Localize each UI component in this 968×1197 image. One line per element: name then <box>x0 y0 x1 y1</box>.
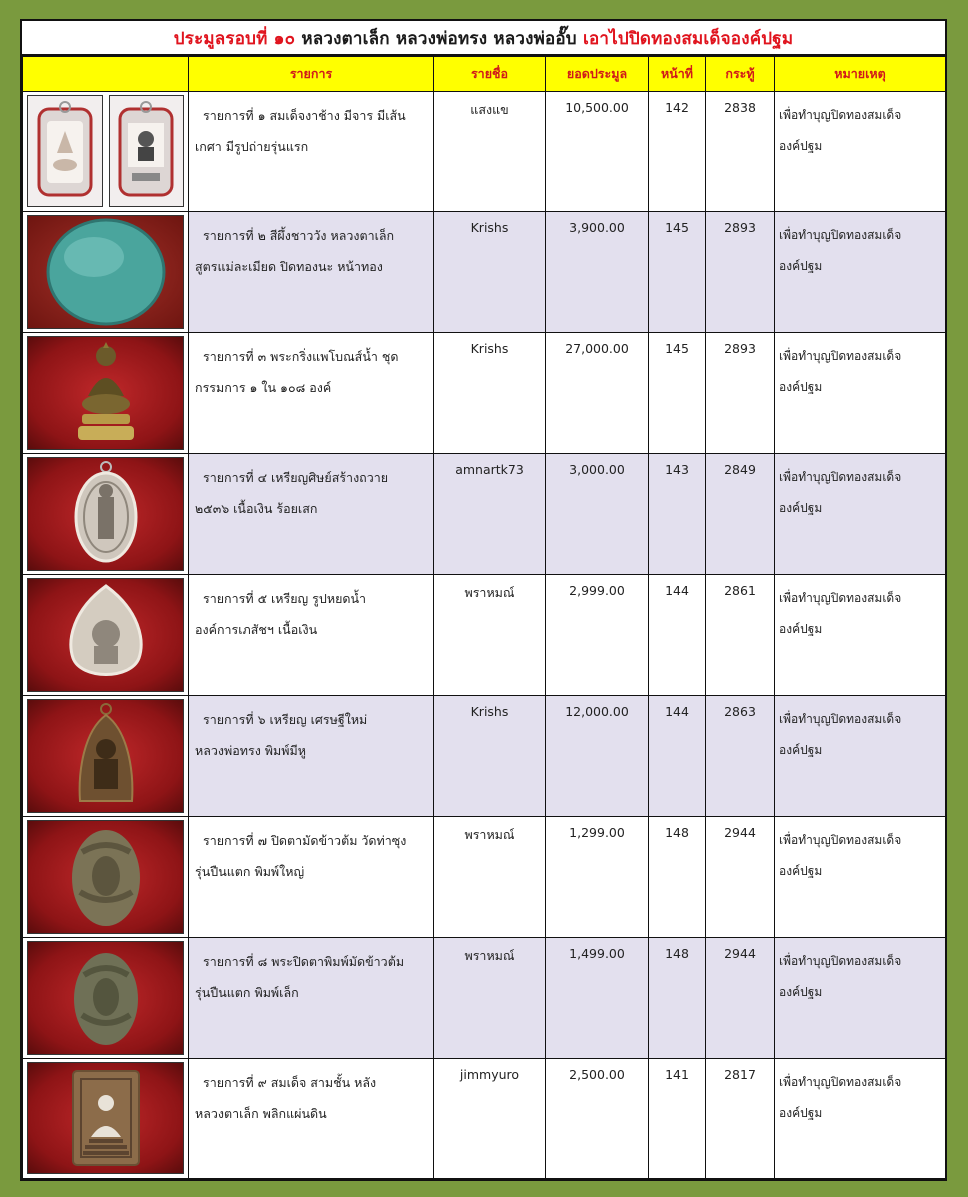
item-line-1: รายการที่ ๗ ปิดตามัดข้าวต้ม วัดท่าซุง <box>203 833 407 848</box>
amulet-photo <box>27 457 184 571</box>
item-line-1: รายการที่ ๙ สมเด็จ สามชั้น หลัง <box>203 1075 377 1090</box>
note-line-2: องค์ปฐม <box>779 380 823 394</box>
bid-amount: 2,500.00 <box>546 1059 649 1179</box>
bidder-name: Krishs <box>434 333 546 454</box>
bidder-name: amnartk73 <box>434 454 546 575</box>
amulet-photo <box>27 820 184 934</box>
page-number: 144 <box>649 696 706 817</box>
item-description <box>189 575 434 696</box>
item-line-1: รายการที่ ๒ สีผึ้งชาววัง หลวงตาเล็ก <box>203 228 395 243</box>
table-row <box>23 1059 946 1179</box>
note-line-2: องค์ปฐม <box>779 139 823 153</box>
item-description <box>189 1059 434 1179</box>
note-line-2: องค์ปฐม <box>779 622 823 636</box>
item-description <box>189 333 434 454</box>
table-row <box>23 212 946 333</box>
item-line-2: องค์การเภสัชฯ เนื้อเงิน <box>195 622 318 637</box>
note-line-1: เพื่อทำบุญปิดทองสมเด็จ <box>779 228 902 242</box>
note-line-1: เพื่อทำบุญปิดทองสมเด็จ <box>779 712 902 726</box>
item-line-2: หลวงพ่อทรง พิมพ์มีหู <box>195 743 306 758</box>
note-line-1: เพื่อทำบุญปิดทองสมเด็จ <box>779 954 902 968</box>
item-line-1: รายการที่ ๑ สมเด็จงาช้าง มีจาร มีเส้น <box>203 108 406 123</box>
header-item: รายการ <box>189 57 434 92</box>
note <box>775 938 946 1059</box>
note <box>775 575 946 696</box>
bidder-name: พราหมณ์ <box>434 938 546 1059</box>
page-number: 143 <box>649 454 706 575</box>
note-line-1: เพื่อทำบุญปิดทองสมเด็จ <box>779 470 902 484</box>
header-note: หมายเหตุ <box>775 57 946 92</box>
item-line-2: เกศา มีรูปถ่ายรุ่นแรก <box>195 139 309 154</box>
header-name: รายชื่อ <box>434 57 546 92</box>
post-number: 2838 <box>706 92 775 212</box>
bid-amount: 3,900.00 <box>546 212 649 333</box>
item-image-cell <box>23 92 189 212</box>
page-number: 142 <box>649 92 706 212</box>
post-number: 2944 <box>706 938 775 1059</box>
page-number: 148 <box>649 938 706 1059</box>
table-row <box>23 92 946 212</box>
bid-amount: 2,999.00 <box>546 575 649 696</box>
amulet-photo <box>27 941 184 1055</box>
item-line-2: รุ่นปืนแตก พิมพ์ใหญ่ <box>195 864 305 879</box>
item-description <box>189 212 434 333</box>
note-line-2: องค์ปฐม <box>779 1106 823 1120</box>
item-image-cell <box>23 212 189 333</box>
table-row <box>23 696 946 817</box>
amulet-photo <box>27 699 184 813</box>
page-number: 141 <box>649 1059 706 1179</box>
note-line-2: องค์ปฐม <box>779 743 823 757</box>
item-line-2: รุ่นปืนแตก พิมพ์เล็ก <box>195 985 299 1000</box>
bidder-name: พราหมณ์ <box>434 817 546 938</box>
bid-amount: 3,000.00 <box>546 454 649 575</box>
header-amount: ยอดประมูล <box>546 57 649 92</box>
note-line-2: องค์ปฐม <box>779 501 823 515</box>
item-line-2: กรรมการ ๑ ใน ๑๐๘ องค์ <box>195 380 332 395</box>
bidder-name: Krishs <box>434 696 546 817</box>
header-post: กระทู้ <box>706 57 775 92</box>
post-number: 2861 <box>706 575 775 696</box>
note-line-2: องค์ปฐม <box>779 864 823 878</box>
note-line-1: เพื่อทำบุญปิดทองสมเด็จ <box>779 833 902 847</box>
item-description <box>189 454 434 575</box>
item-line-1: รายการที่ ๘ พระปิดตาพิมพ์มัดข้าวต้ม <box>203 954 405 969</box>
note-line-2: องค์ปฐม <box>779 985 823 999</box>
post-number: 2944 <box>706 817 775 938</box>
page-number: 145 <box>649 212 706 333</box>
note-line-1: เพื่อทำบุญปิดทองสมเด็จ <box>779 108 902 122</box>
post-number: 2863 <box>706 696 775 817</box>
post-number: 2817 <box>706 1059 775 1179</box>
item-line-2: ๒๕๓๖ เนื้อเงิน ร้อยเสก <box>195 501 318 516</box>
page-number: 148 <box>649 817 706 938</box>
page-title <box>22 21 945 56</box>
item-image-cell <box>23 696 189 817</box>
bid-amount: 10,500.00 <box>546 92 649 212</box>
post-number: 2893 <box>706 212 775 333</box>
amulet-photo-pair <box>27 95 184 208</box>
note <box>775 333 946 454</box>
table-row <box>23 454 946 575</box>
title-round: ประมูลรอบที่ ๑๐ <box>173 29 296 49</box>
bidder-name: Krishs <box>434 212 546 333</box>
table-row <box>23 575 946 696</box>
table-row <box>23 938 946 1059</box>
note <box>775 92 946 212</box>
item-image-cell <box>23 938 189 1059</box>
bidder-name: แสงแข <box>434 92 546 212</box>
item-image-cell <box>23 575 189 696</box>
note <box>775 454 946 575</box>
post-number: 2893 <box>706 333 775 454</box>
item-image-cell <box>23 454 189 575</box>
bidder-name: พราหมณ์ <box>434 575 546 696</box>
bid-amount: 27,000.00 <box>546 333 649 454</box>
note <box>775 1059 946 1179</box>
note-line-1: เพื่อทำบุญปิดทองสมเด็จ <box>779 591 902 605</box>
amulet-photo <box>27 336 184 450</box>
note <box>775 212 946 333</box>
item-line-2: สูตรแม่ละเมียด ปิดทองนะ หน้าทอง <box>195 259 383 274</box>
bid-amount: 1,499.00 <box>546 938 649 1059</box>
note <box>775 817 946 938</box>
bid-amount: 1,299.00 <box>546 817 649 938</box>
bid-amount: 12,000.00 <box>546 696 649 817</box>
post-number: 2849 <box>706 454 775 575</box>
note-line-1: เพื่อทำบุญปิดทองสมเด็จ <box>779 1075 902 1089</box>
note <box>775 696 946 817</box>
title-purpose: เอาไปปิดทองสมเด็จองค์ปฐม <box>582 29 794 49</box>
item-image-cell <box>23 1059 189 1179</box>
table-row <box>23 333 946 454</box>
item-image-cell <box>23 817 189 938</box>
title-monks: หลวงตาเล็ก หลวงพ่อทรง หลวงพ่ออั๊บ <box>301 29 577 49</box>
item-description <box>189 938 434 1059</box>
auction-table <box>22 56 946 1179</box>
amulet-photo <box>27 95 103 207</box>
page-number: 145 <box>649 333 706 454</box>
amulet-photo <box>109 95 185 207</box>
item-line-1: รายการที่ ๖ เหรียญ เศรษฐีใหม่ <box>203 712 368 727</box>
header-page: หน้าที่ <box>649 57 706 92</box>
table-row <box>23 817 946 938</box>
item-line-1: รายการที่ ๕ เหรียญ รูปหยดน้ำ <box>203 591 367 606</box>
item-line-2: หลวงตาเล็ก พลิกแผ่นดิน <box>195 1106 327 1121</box>
header-row <box>23 57 946 92</box>
item-description <box>189 696 434 817</box>
header-image <box>23 57 189 92</box>
amulet-photo <box>27 1062 184 1174</box>
item-image-cell <box>23 333 189 454</box>
amulet-photo <box>27 215 184 329</box>
item-description <box>189 817 434 938</box>
bidder-name: jimmyuro <box>434 1059 546 1179</box>
item-description <box>189 92 434 212</box>
item-line-1: รายการที่ ๓ พระกริ่งแพโบณส์น้ำ ชุด <box>203 349 399 364</box>
page-number: 144 <box>649 575 706 696</box>
note-line-2: องค์ปฐม <box>779 259 823 273</box>
auction-sheet <box>20 19 947 1181</box>
note-line-1: เพื่อทำบุญปิดทองสมเด็จ <box>779 349 902 363</box>
item-line-1: รายการที่ ๔ เหรียญศิษย์สร้างถวาย <box>203 470 389 485</box>
amulet-photo <box>27 578 184 692</box>
